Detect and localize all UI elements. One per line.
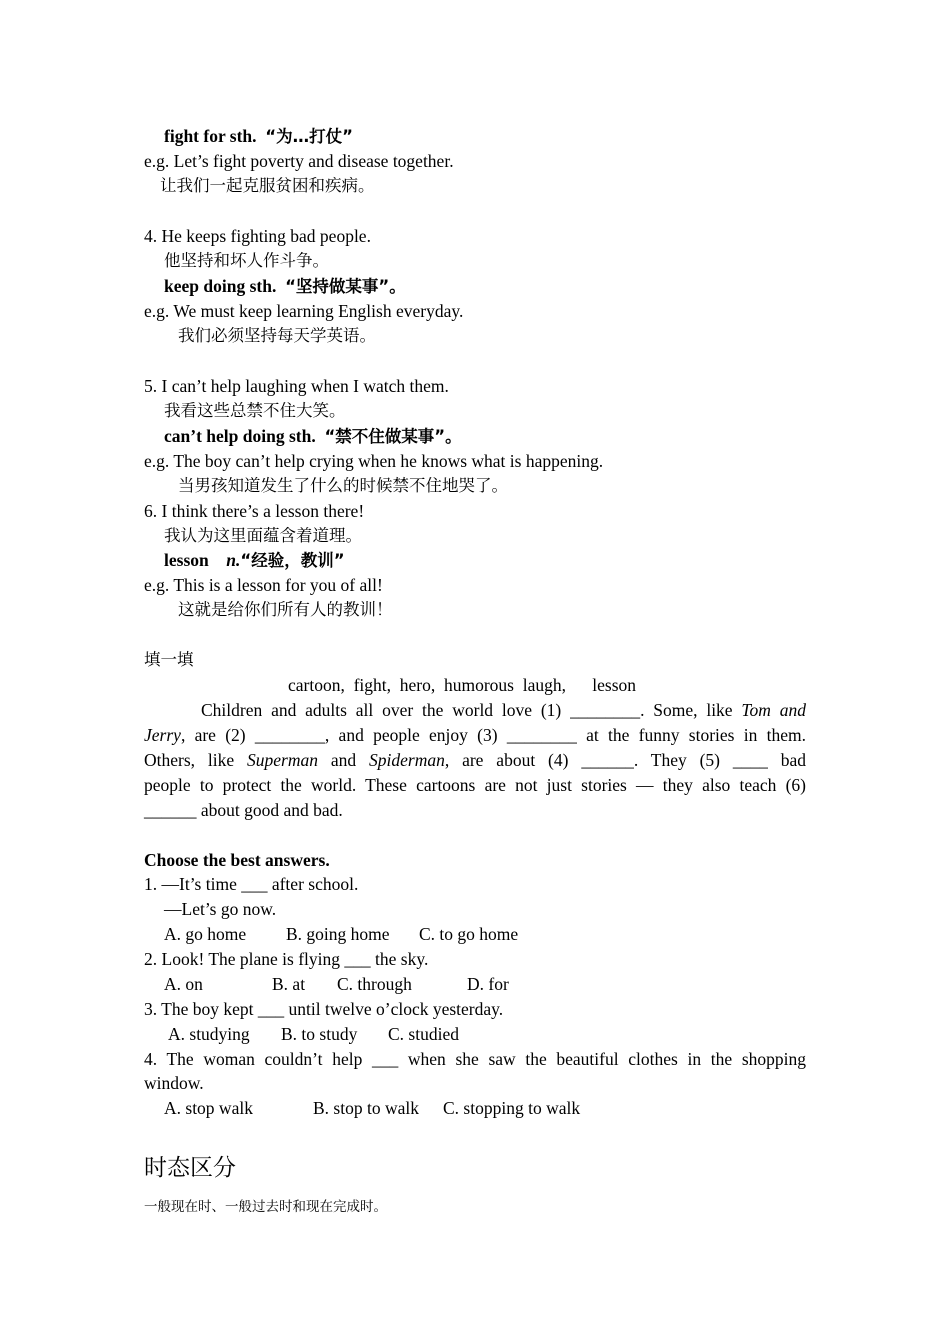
option[interactable]: A. stop walk: [164, 1098, 253, 1118]
phrase-meaning: “禁不住做某事”。: [324, 427, 462, 446]
word-bank: cartoon, fight, hero, humorous laugh, lesson: [288, 675, 637, 695]
option[interactable]: B. at: [272, 974, 306, 994]
option[interactable]: C. studied: [388, 1024, 459, 1044]
option[interactable]: B. going home: [286, 924, 390, 944]
sentence-6-translation: 我认为这里面蕴含着道理。: [164, 526, 362, 545]
cartoon-title: Superman: [247, 750, 318, 770]
passage-text: Others, like: [144, 750, 248, 770]
word-lesson: [164, 549, 826, 572]
question-2-options: [164, 973, 826, 995]
cartoon-title: Tom and: [741, 700, 806, 720]
word-meaning: “经验，教训”: [240, 551, 345, 570]
question-4-line-2: window.: [144, 1073, 204, 1093]
phrase-text: fight for sth.: [164, 126, 257, 146]
example-translation: 这就是给你们所有人的教训！: [178, 600, 393, 619]
option[interactable]: C. to go home: [419, 924, 519, 944]
example-translation: 让我们一起克服贫困和疾病。: [160, 176, 375, 195]
sentence-4-translation: 他坚持和坏人作斗争。: [164, 251, 329, 270]
passage-line-4: people to protect the world. These cartoons are not just stories — they also teach (6): [144, 775, 806, 795]
phrase-keep-doing: [164, 275, 826, 298]
passage-line-2: [144, 724, 806, 746]
tense-subtitle: 一般现在时、一般过去时和现在完成时。: [144, 1199, 387, 1215]
sentence-4: 4. He keeps fighting bad people.: [144, 226, 371, 246]
cartoon-title: Jerry: [144, 725, 181, 745]
option[interactable]: A. studying: [168, 1024, 250, 1044]
example-sentence: e.g. We must keep learning English everyday.: [144, 301, 464, 321]
question-1-reply: —Let’s go now.: [164, 899, 277, 919]
option[interactable]: B. stop to walk: [313, 1098, 419, 1118]
example-sentence: e.g. Let’s fight poverty and disease together.: [144, 151, 454, 171]
sentence-6: 6. I think there’s a lesson there!: [144, 501, 365, 521]
passage-text: Children and adults all over the world love (1) ________. Some, like: [201, 700, 742, 720]
cartoon-title: Spiderman: [369, 750, 445, 770]
option[interactable]: A. on: [164, 974, 203, 994]
tense-heading: 时态区分: [144, 1155, 236, 1181]
option[interactable]: A. go home: [164, 924, 247, 944]
option[interactable]: D. for: [467, 974, 509, 994]
word-text: lesson: [164, 550, 209, 570]
passage-text: , are (2) ________, and people enjoy (3) ________ at the funny stories in them.: [180, 725, 806, 745]
example-sentence: e.g. This is a lesson for you of all!: [144, 575, 383, 595]
example-sentence: e.g. The boy can’t help crying when he knows what is happening.: [144, 451, 604, 471]
question-1-options: [164, 923, 826, 945]
question-4-options: [164, 1097, 826, 1119]
option[interactable]: C. stopping to walk: [443, 1098, 581, 1118]
passage-text: , are about (4) ______. They (5) ____ bad: [444, 750, 806, 770]
mc-section-title: Choose the best answers.: [144, 850, 330, 870]
phrase-cant-help: [164, 425, 826, 448]
phrase-meaning: “坚持做某事”。: [285, 277, 406, 296]
example-translation: 我们必须坚持每天学英语。: [178, 326, 376, 345]
question-4-line-1: 4. The woman couldn’t help ___ when she saw the beautiful clothes in the shopping: [144, 1049, 806, 1069]
question-2: 2. Look! The plane is flying ___ the sky.: [144, 949, 429, 969]
question-3: 3. The boy kept ___ until twelve o’clock yesterday.: [144, 999, 504, 1019]
passage-text: and: [317, 750, 369, 770]
example-translation: 当男孩知道发生了什么的时候禁不住地哭了。: [178, 476, 508, 495]
sentence-5-translation: 我看这些总禁不住大笑。: [164, 401, 346, 420]
question-3-options: [168, 1023, 830, 1045]
option[interactable]: B. to study: [281, 1024, 358, 1044]
phrase-text: can’t help doing sth.: [164, 426, 316, 446]
part-of-speech: n.: [226, 550, 241, 570]
option[interactable]: C. through: [337, 974, 412, 994]
fill-section-title: 填一填: [144, 650, 194, 669]
phrase-text: keep doing sth.: [164, 276, 277, 296]
passage-line-5: ______ about good and bad.: [144, 800, 343, 820]
phrase-meaning: “为…打仗”: [265, 127, 353, 146]
passage-line-1: [201, 699, 806, 721]
phrase-fight-for: [164, 125, 826, 148]
question-1: 1. —It’s time ___ after school.: [144, 874, 359, 894]
passage-line-3: [144, 749, 806, 771]
sentence-5: 5. I can’t help laughing when I watch them.: [144, 376, 449, 396]
